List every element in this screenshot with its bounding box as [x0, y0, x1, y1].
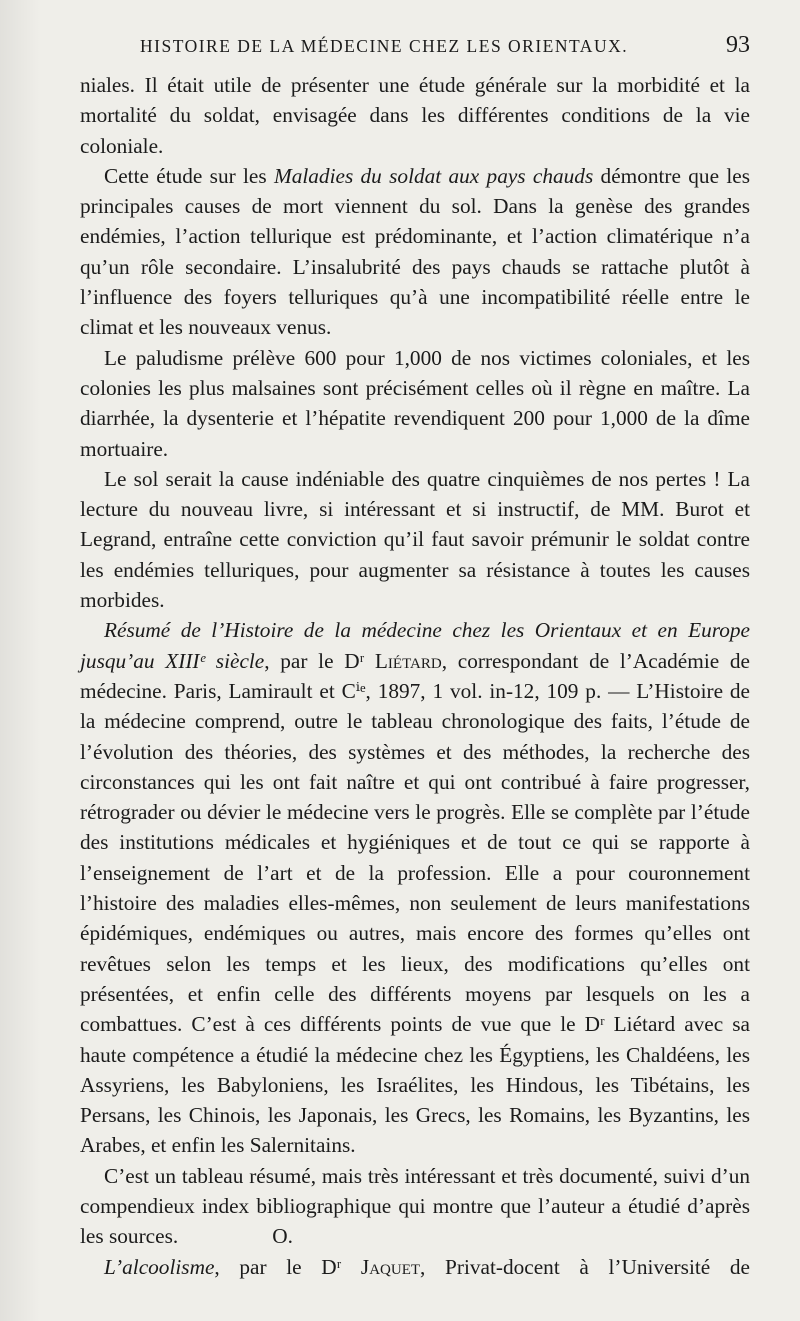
text-segment: Cette étude sur les — [104, 163, 274, 188]
author-name: Jaquet — [360, 1254, 421, 1279]
page-number: 93 — [726, 32, 750, 58]
reviewer-signature: O. — [272, 1224, 293, 1249]
paragraph-sol: Le sol serait la cause indéniable des quatre cinquièmes de nos pertes ! La lecture du nouveau livre, si intéressant et si instructif, de MM. Burot et Legrand, entraîne cette conviction qu’il faut savoir prémunir le soldat contre les endémies telluriques, pour augmenter sa résistance à toutes les causes morbides. — [80, 466, 750, 613]
text-segment: , Privat-docent à l’Université de — [420, 1254, 750, 1279]
paragraph-continuation: niales. Il était utile de présenter une étude générale sur la morbidité et la mortalité du soldat, envisagée dans les différentes conditions de la vie coloniale. — [80, 73, 750, 158]
body-text — [80, 70, 750, 1282]
book-title-maladies: Maladies du soldat aux pays chauds — [273, 163, 594, 188]
text-segment: C’est un tableau résumé, mais très intéressant et très documenté, suivi d’un compendieux index bibliographique qui montre que l’auteur a étudié d’après les sources. — [80, 1163, 750, 1249]
paragraph-review-lietard — [80, 615, 750, 1160]
paragraph-tableau-resume — [80, 1161, 750, 1252]
paragraph-review-alcoolisme — [80, 1252, 750, 1282]
paragraph-maladies-soldat — [80, 161, 750, 343]
text-segment: , par le Dʳ — [214, 1254, 361, 1279]
running-title: HISTOIRE DE LA MÉDECINE CHEZ LES ORIENTAUX. — [140, 36, 629, 56]
text-segment: démontre que les principales causes de mort viennent du sol. Dans la genèse des grandes endémies, l’action tellurique est prédominante, et l’action climatérique n’a qu’un rôle secondaire. L’insalubrité des pays chauds se rattache plutôt à l’influence des foyers telluriques qu’à une incompatibilité réelle entre le climat et les nouveaux venus. — [80, 163, 750, 340]
paragraph-paludisme: Le paludisme prélève 600 pour 1,000 de nos victimes coloniales, et les colonies les plus malsaines sont précisément celles où il règne en maître. La diarrhée, la dysenterie et l’hépatite revendiquent 200 pour 1,000 de la dîme mortuaire. — [80, 345, 750, 461]
text-segment: , correspondant de l’Académie de médecine. Paris, Lamirault et Cⁱᵉ, 1897, 1 vol. in-12, 109 p. — L’Histoire de la médecine comprend, outre le tableau chronologique des faits, l’étude de l’évolution des théories, des systèmes et des méthodes, la recherche des circonstances qui les ont fait naître et qui ont contribué à faire progresser, rétrograder ou dévier le médecine vers le progrès. Elle se complète par l’étude des institutions médicales et hygiéniques et de tout ce qui se rapporte à l’enseignement de l’art et de la profession. Elle a pour couronnement l’histoire des maladies elles-mêmes, non seulement de leurs manifestations épidémiques, endémiques ou autres, mais encore des formes qu’elles ont revêtues selon les temps et les lieux, des modifications qu’elles ont présentées, et enfin celle des différents moyens par lesquels on les a combattues. C’est à ces différents points de vue que le Dʳ Liétard avec sa haute compétence a étudié la médecine chez les Égyptiens, les Chaldéens, les Assyriens, les Babyloniens, les Israélites, les Hindous, les Tibétains, les Persans, les Chinois, les Japonais, les Grecs, les Romains, les Byzantins, les Arabes, et enfin les Salernitains. — [80, 648, 750, 1158]
book-title-alcoolisme: L’alcoolisme — [104, 1254, 215, 1279]
book-title-histoire: Résumé de l’Histoire de la médecine chez les Orientaux et en Europe jusqu’au XIIIᵉ siècle — [80, 618, 750, 673]
running-head — [80, 32, 750, 70]
text-segment: , par le Dʳ — [264, 648, 375, 673]
author-name: Liétard — [374, 648, 442, 673]
